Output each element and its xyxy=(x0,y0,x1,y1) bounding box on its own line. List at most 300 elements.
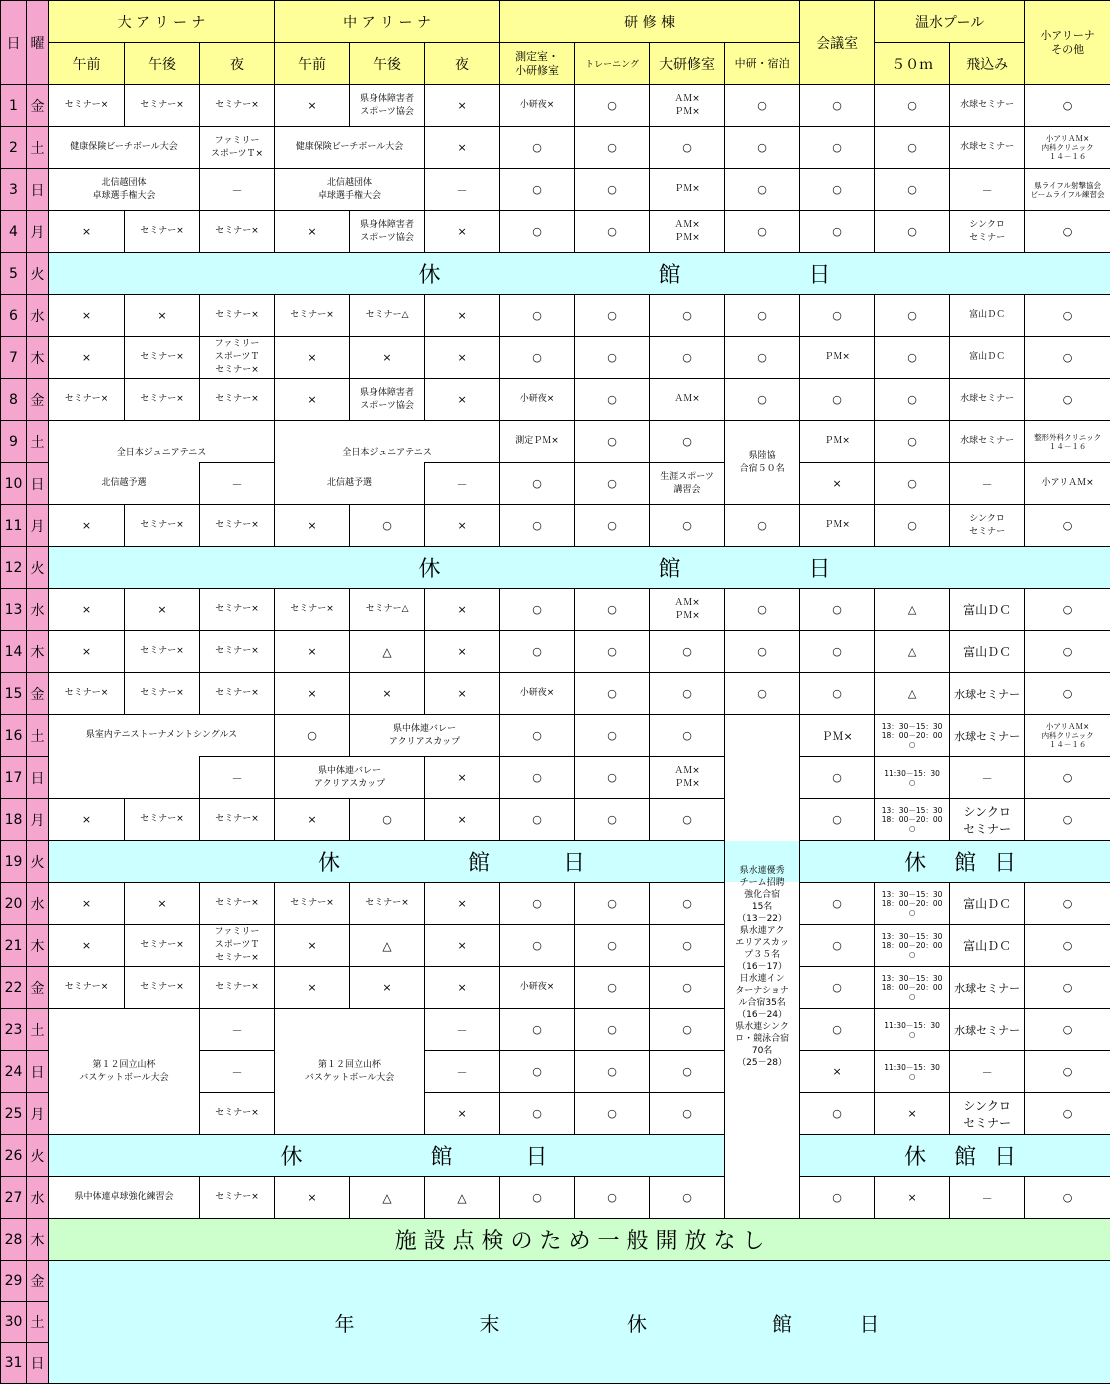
cell: 県身体障害者 スポーツ協会 xyxy=(350,85,425,127)
cell: セミナー× xyxy=(49,673,125,715)
cell: ○ xyxy=(575,631,650,673)
year-end-char: 館 xyxy=(772,1311,793,1336)
day-number: 1 xyxy=(1,85,27,127)
cell: ○ xyxy=(575,799,650,841)
cell: ＡＭ× ＰＭ× xyxy=(650,211,725,253)
weekday: 火 xyxy=(27,1135,49,1177)
year-end-char: 休 xyxy=(627,1311,648,1336)
cell: ○ xyxy=(1025,925,1110,967)
cell: ○ xyxy=(500,505,575,547)
cell: セミナー× xyxy=(125,337,200,379)
cell: セミナー× xyxy=(49,379,125,421)
cell: × xyxy=(875,1093,950,1135)
cell: × xyxy=(49,589,125,631)
day-number: 7 xyxy=(1,337,27,379)
cell: ○ xyxy=(500,127,575,169)
cell: 水球セミナー xyxy=(950,715,1025,757)
closed-char: 休 xyxy=(904,1145,927,1170)
cell: ○ xyxy=(650,883,725,925)
cell: 県室内テニストーナメントシングルス xyxy=(49,715,275,757)
cell: ○ xyxy=(350,799,425,841)
cell: × xyxy=(425,967,500,1009)
cell: 11:30－15：30 ○ xyxy=(875,1051,950,1093)
closed-char: 休 xyxy=(418,263,441,288)
day-number: 26 xyxy=(1,1135,27,1177)
cell: × xyxy=(425,1093,500,1135)
cell: ○ xyxy=(1025,1051,1110,1093)
cell: ○ xyxy=(575,211,650,253)
header-training-room: トレーニング xyxy=(575,43,650,85)
cell: × xyxy=(275,337,350,379)
cell: ○ xyxy=(1025,295,1110,337)
day-number: 13 xyxy=(1,589,27,631)
header-pool-50: ５０ｍ xyxy=(875,43,950,85)
cell: ○ xyxy=(1025,337,1110,379)
weekday: 金 xyxy=(27,1261,49,1302)
cell: × xyxy=(875,1177,950,1219)
cell: × xyxy=(425,505,500,547)
cell: ○ xyxy=(875,127,950,169)
year-end-row xyxy=(49,1261,1110,1384)
cell: ○ xyxy=(1025,505,1110,547)
cell: ○ xyxy=(650,1051,725,1093)
cell: ○ xyxy=(650,799,725,841)
day-number: 8 xyxy=(1,379,27,421)
cell: 北信越団体 卓球選手権大会 xyxy=(275,169,425,211)
header-pm: 午後 xyxy=(350,43,425,85)
cell: セミナー× xyxy=(125,673,200,715)
cell: 生涯スポーツ 講習会 xyxy=(650,463,725,505)
cell: ○ xyxy=(575,337,650,379)
header-main-arena: 大 ア リ ー ナ xyxy=(49,1,275,43)
day-number: 4 xyxy=(1,211,27,253)
cell: ＡＭ× ＰＭ× xyxy=(650,85,725,127)
cell: ○ xyxy=(800,799,875,841)
cell: ○ xyxy=(500,883,575,925)
cell: ○ xyxy=(800,1009,875,1051)
cell: ○ xyxy=(800,631,875,673)
cell: ○ xyxy=(800,589,875,631)
header-pm: 午後 xyxy=(125,43,200,85)
cell: × xyxy=(125,295,200,337)
cell: シンクロ セミナー xyxy=(950,1093,1025,1135)
day-number: 25 xyxy=(1,1093,27,1135)
cell: ○ xyxy=(500,589,575,631)
cell: × xyxy=(800,463,875,505)
cell: × xyxy=(425,589,500,631)
cell: ○ xyxy=(575,925,650,967)
cell: セミナー× xyxy=(200,589,275,631)
day-number: 16 xyxy=(1,715,27,757)
cell: － xyxy=(950,1177,1025,1219)
cell: ○ xyxy=(800,211,875,253)
cell: セミナー× xyxy=(200,631,275,673)
cell: × xyxy=(275,379,350,421)
cell: ○ xyxy=(1025,631,1110,673)
cell: × xyxy=(275,211,350,253)
cell: 13：30－15：30 18：00－20：00 ○ xyxy=(875,715,950,757)
cell: － xyxy=(200,169,275,211)
closed-row xyxy=(49,547,1110,589)
cell: セミナー× xyxy=(200,85,275,127)
cell: ○ xyxy=(725,379,800,421)
weekday: 月 xyxy=(27,505,49,547)
cell: 11:30－15：30 ○ xyxy=(875,1009,950,1051)
cell: － xyxy=(200,1051,275,1093)
cell: ○ xyxy=(725,169,800,211)
cell: ○ xyxy=(875,379,950,421)
cell: セミナー△ xyxy=(350,295,425,337)
header-small-arena: 小アリーナ その他 xyxy=(1025,1,1110,85)
cell: ○ xyxy=(1025,673,1110,715)
cell: 水球セミナー xyxy=(950,967,1025,1009)
cell: － xyxy=(425,169,500,211)
cell: ○ xyxy=(650,1093,725,1135)
cell: セミナー× xyxy=(125,211,200,253)
cell: ○ xyxy=(500,337,575,379)
cell: ○ xyxy=(650,925,725,967)
cell: △ xyxy=(875,631,950,673)
cell: 測定ＰＭ× xyxy=(500,421,575,463)
header-weekday: 曜 xyxy=(27,1,49,85)
cell: セミナー× xyxy=(275,295,350,337)
cell: ○ xyxy=(800,1177,875,1219)
cell: セミナー× xyxy=(200,295,275,337)
cell: △ xyxy=(350,1177,425,1219)
closed-row-left xyxy=(49,1135,725,1177)
cell: ○ xyxy=(875,169,950,211)
cell: ○ xyxy=(1025,85,1110,127)
cell: ○ xyxy=(575,127,650,169)
cell: ○ xyxy=(725,295,800,337)
cell: ＡＭ× ＰＭ× xyxy=(650,589,725,631)
closed-char: 休 xyxy=(318,851,341,876)
cell: ＰＭ× xyxy=(800,421,875,463)
cell: 水球セミナー xyxy=(950,421,1025,463)
cell: ○ xyxy=(875,211,950,253)
cell: ○ xyxy=(800,1093,875,1135)
cell: 11:30－15：30 ○ xyxy=(875,757,950,799)
cell: × xyxy=(425,295,500,337)
weekday: 木 xyxy=(27,1219,49,1261)
cell: × xyxy=(350,337,425,379)
cell: × xyxy=(425,211,500,253)
cell: ○ xyxy=(500,715,575,757)
cell: ○ xyxy=(650,1177,725,1219)
cell: － xyxy=(950,757,1025,799)
cell: ○ xyxy=(725,589,800,631)
closed-row-right xyxy=(800,841,1110,883)
cell: △ xyxy=(350,631,425,673)
cell: 県身体障害者 スポーツ協会 xyxy=(350,211,425,253)
cell: ○ xyxy=(725,337,800,379)
cell: ○ xyxy=(500,1093,575,1135)
cell: ○ xyxy=(800,967,875,1009)
cell: セミナー× xyxy=(49,85,125,127)
cell: × xyxy=(425,337,500,379)
cell: 県身体障害者 スポーツ協会 xyxy=(350,379,425,421)
cell: 水球セミナー xyxy=(950,379,1025,421)
cell: 水球セミナー xyxy=(950,1009,1025,1051)
cell: △ xyxy=(875,673,950,715)
cell: 富山ＤＣ xyxy=(950,589,1025,631)
cell: 富山ＤＣ xyxy=(950,295,1025,337)
cell: ○ xyxy=(500,631,575,673)
weekday: 木 xyxy=(27,925,49,967)
cell: ○ xyxy=(650,295,725,337)
cell: セミナー× xyxy=(350,883,425,925)
cell: ○ xyxy=(800,925,875,967)
weekday: 火 xyxy=(27,841,49,883)
day-number: 31 xyxy=(1,1343,27,1384)
cell: × xyxy=(49,505,125,547)
day-number: 3 xyxy=(1,169,27,211)
cell: 第１２回立山杯 バスケットボール大会 xyxy=(49,1009,200,1135)
cell: ○ xyxy=(500,925,575,967)
cell: ○ xyxy=(575,1093,650,1135)
weekday: 土 xyxy=(27,127,49,169)
closed-char: 館 xyxy=(954,1145,977,1170)
closed-row xyxy=(49,253,1110,295)
day-number: 10 xyxy=(1,463,27,505)
cell: × xyxy=(350,673,425,715)
cell: 富山ＤＣ xyxy=(950,883,1025,925)
day-number: 12 xyxy=(1,547,27,589)
cell: ○ xyxy=(500,295,575,337)
closed-char: 館 xyxy=(658,557,681,582)
cell: × xyxy=(425,757,500,799)
cell: ○ xyxy=(575,85,650,127)
cell: △ xyxy=(425,1177,500,1219)
cell: ○ xyxy=(500,799,575,841)
cell: ＰＭ× xyxy=(800,505,875,547)
cell: ○ xyxy=(575,757,650,799)
cell: セミナー× xyxy=(200,673,275,715)
cell: × xyxy=(275,967,350,1009)
closed-char: 館 xyxy=(658,263,681,288)
cell: 小研夜× xyxy=(500,673,575,715)
closed-char: 休 xyxy=(418,557,441,582)
inspection-row: 施 設 点 検 の た め 一 般 開 放 な し xyxy=(49,1219,1110,1261)
cell: 小研夜× xyxy=(500,379,575,421)
cell: セミナー× xyxy=(125,925,200,967)
day-number: 14 xyxy=(1,631,27,673)
cell: セミナー× xyxy=(275,589,350,631)
cell: 小アリＡＭ× 内科クリニック １４－１６ xyxy=(1025,127,1110,169)
closed-char: 日 xyxy=(994,1145,1017,1170)
cell: 富山ＤＣ xyxy=(950,631,1025,673)
cell: セミナー× xyxy=(125,967,200,1009)
cell: × xyxy=(275,1177,350,1219)
day-number: 6 xyxy=(1,295,27,337)
cell: ファミリー スポーツＴ セミナー× xyxy=(200,337,275,379)
cell: ○ xyxy=(500,1051,575,1093)
cell: ○ xyxy=(800,169,875,211)
cell: × xyxy=(275,631,350,673)
cell: × xyxy=(49,211,125,253)
cell: 小研夜× xyxy=(500,967,575,1009)
cell: × xyxy=(425,883,500,925)
cell: × xyxy=(425,85,500,127)
cell: × xyxy=(49,883,125,925)
cell: シンクロ セミナー xyxy=(950,799,1025,841)
weekday: 土 xyxy=(27,421,49,463)
cell: ○ xyxy=(500,757,575,799)
cell: × xyxy=(425,379,500,421)
cell: 富山ＤＣ xyxy=(950,925,1025,967)
day-number: 27 xyxy=(1,1177,27,1219)
header-mid-room: 中研・宿泊 xyxy=(725,43,800,85)
weekday: 日 xyxy=(27,1343,49,1384)
day-number: 24 xyxy=(1,1051,27,1093)
cell: ○ xyxy=(725,211,800,253)
cell: 全日本ジュニアテニス xyxy=(275,421,500,463)
weekday: 月 xyxy=(27,211,49,253)
day-number: 28 xyxy=(1,1219,27,1261)
cell: ○ xyxy=(650,631,725,673)
closed-row-left xyxy=(49,841,800,883)
closed-char: 館 xyxy=(468,851,491,876)
weekday: 土 xyxy=(27,1302,49,1343)
day-number: 11 xyxy=(1,505,27,547)
day-number: 19 xyxy=(1,841,27,883)
cell: ○ xyxy=(1025,211,1110,253)
cell: セミナー× xyxy=(200,883,275,925)
cell: 県水連優秀 チーム招聘 強化合宿 15名 （13－22） 県水連アク エリアスカッ プ３５名 （16－17） 日水連イン ターナショナ ル合宿35名 （16－24） 県水連シンク ロ・競泳合宿 70名 （25－28） xyxy=(725,715,800,1219)
cell: ○ xyxy=(650,127,725,169)
cell: × xyxy=(125,589,200,631)
weekday: 日 xyxy=(27,1051,49,1093)
weekday: 金 xyxy=(27,967,49,1009)
cell: ○ xyxy=(1025,967,1110,1009)
header-night: 夜 xyxy=(200,43,275,85)
cell: ○ xyxy=(575,169,650,211)
cell: ○ xyxy=(800,883,875,925)
cell: △ xyxy=(875,589,950,631)
cell: セミナー× xyxy=(125,85,200,127)
cell: ○ xyxy=(800,379,875,421)
header-mid-arena: 中 ア リ ー ナ xyxy=(275,1,500,43)
cell: × xyxy=(350,967,425,1009)
cell: セミナー× xyxy=(125,379,200,421)
cell: ○ xyxy=(1025,589,1110,631)
day-number: 23 xyxy=(1,1009,27,1051)
cell: ○ xyxy=(875,421,950,463)
cell: 水球セミナー xyxy=(950,673,1025,715)
cell: ＡＭ× ＰＭ× xyxy=(650,757,725,799)
cell: × xyxy=(275,505,350,547)
cell: ○ xyxy=(650,421,725,463)
cell: － xyxy=(950,1051,1025,1093)
day-number: 18 xyxy=(1,799,27,841)
header-training: 研 修 棟 xyxy=(500,1,800,43)
cell: ○ xyxy=(875,295,950,337)
day-number: 29 xyxy=(1,1261,27,1302)
cell: ○ xyxy=(800,757,875,799)
weekday: 火 xyxy=(27,253,49,295)
cell: ○ xyxy=(575,463,650,505)
weekday: 日 xyxy=(27,463,49,505)
cell: ○ xyxy=(575,883,650,925)
cell: ○ xyxy=(1025,1093,1110,1135)
closed-char: 休 xyxy=(280,1145,303,1170)
weekday: 土 xyxy=(27,715,49,757)
cell: セミナー× xyxy=(200,505,275,547)
header-day: 日 xyxy=(1,1,27,85)
cell: ○ xyxy=(1025,883,1110,925)
cell: 県中体連卓球強化練習会 xyxy=(49,1177,200,1219)
cell: 北信越予選 xyxy=(49,463,200,505)
cell: 13：30－15：30 18：00－20：00 ○ xyxy=(875,925,950,967)
cell: 北信越団体 卓球選手権大会 xyxy=(49,169,200,211)
cell: △ xyxy=(350,925,425,967)
cell: ○ xyxy=(1025,1177,1110,1219)
cell: 県中体連バレー アクリアスカップ xyxy=(350,715,500,757)
cell: × xyxy=(425,631,500,673)
cell: ○ xyxy=(350,505,425,547)
year-end-char: 年 xyxy=(334,1311,355,1336)
day-number: 22 xyxy=(1,967,27,1009)
cell: 全日本ジュニアテニス xyxy=(49,421,275,463)
header-night: 夜 xyxy=(425,43,500,85)
day-number: 9 xyxy=(1,421,27,463)
cell: × xyxy=(425,925,500,967)
cell: ○ xyxy=(500,463,575,505)
header-diving: 飛込み xyxy=(950,43,1025,85)
cell: ○ xyxy=(725,127,800,169)
cell: ○ xyxy=(800,673,875,715)
closed-char: 館 xyxy=(954,851,977,876)
cell: ○ xyxy=(500,211,575,253)
cell: × xyxy=(275,85,350,127)
cell: ファミリー スポーツＴ セミナー× xyxy=(200,925,275,967)
cell: － xyxy=(950,169,1025,211)
cell: ○ xyxy=(575,967,650,1009)
cell: ○ xyxy=(875,85,950,127)
cell: － xyxy=(425,463,500,505)
day-number: 30 xyxy=(1,1302,27,1343)
cell: セミナー△ xyxy=(350,589,425,631)
closed-char: 休 xyxy=(904,851,927,876)
cell: × xyxy=(125,883,200,925)
cell: ○ xyxy=(575,1009,650,1051)
cell: × xyxy=(49,799,125,841)
weekday: 木 xyxy=(27,337,49,379)
cell: － xyxy=(425,1009,500,1051)
cell: ○ xyxy=(575,673,650,715)
cell: 整形外科クリニック １４－１６ xyxy=(1025,421,1110,463)
cell: ○ xyxy=(650,715,725,757)
cell: ○ xyxy=(575,1177,650,1219)
header-measure-room: 測定室・ 小研修室 xyxy=(500,43,575,85)
closed-char: 日 xyxy=(563,851,586,876)
cell: セミナー× xyxy=(125,799,200,841)
cell: シンクロ セミナー xyxy=(950,211,1025,253)
cell: 小研夜× xyxy=(500,85,575,127)
weekday: 水 xyxy=(27,589,49,631)
cell: ○ xyxy=(1025,757,1110,799)
cell: × xyxy=(49,337,125,379)
cell: ○ xyxy=(500,169,575,211)
cell: 13：30－15：30 18：00－20：00 ○ xyxy=(875,967,950,1009)
cell: ○ xyxy=(575,505,650,547)
year-end-char: 日 xyxy=(859,1311,880,1336)
weekday: 日 xyxy=(27,757,49,799)
day-number: 15 xyxy=(1,673,27,715)
weekday: 金 xyxy=(27,673,49,715)
cell: ○ xyxy=(800,127,875,169)
cell xyxy=(49,757,200,799)
